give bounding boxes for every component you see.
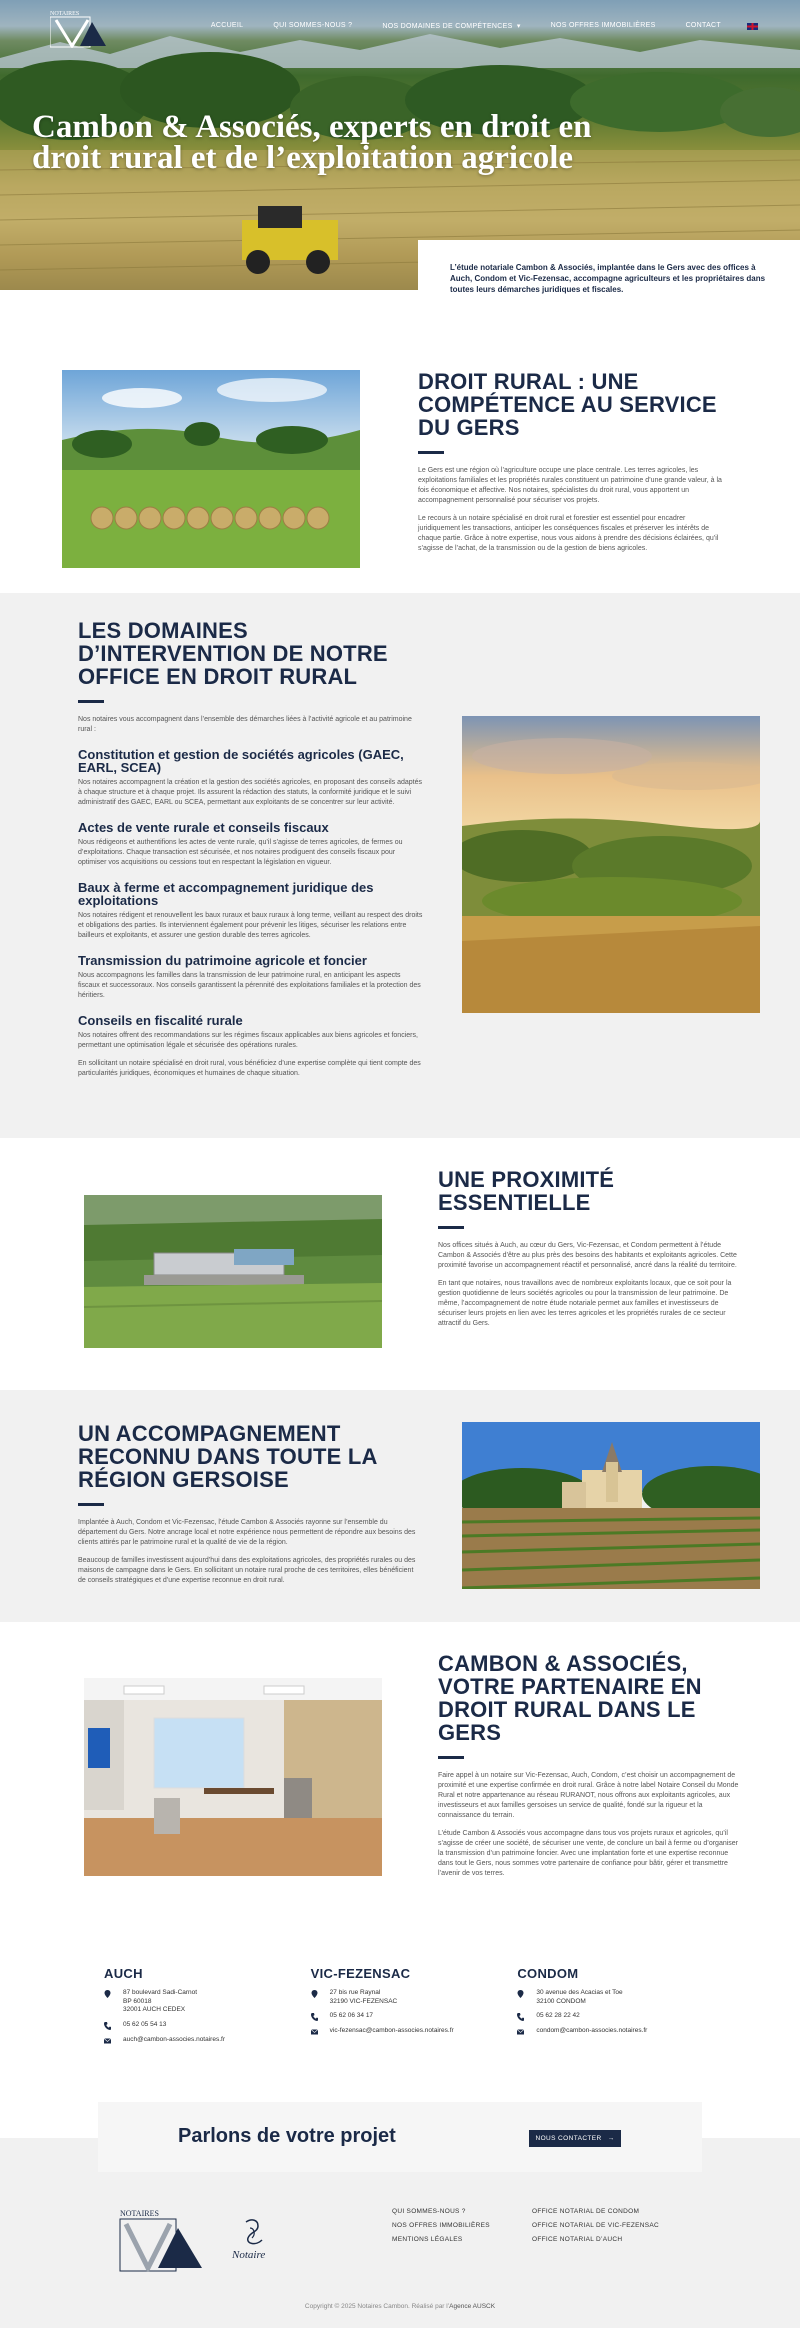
section-droit-rural-p1: Le Gers est une région où l’agriculture occupe une place centrale. Les terres agricoles, les exploitations familiales et les propriétés rurales constituent un patrimoine d’une grande valeur, à la fois économique et affective. Nos notaires, spécialistes du droit rural, vous apportent un accompagnement personnalisé pour sécuriser vos projets. — [418, 467, 722, 504]
domaine-title: Transmission du patrimoine agricole et foncier — [78, 953, 367, 968]
office-vic-fezensac — [311, 1966, 518, 2045]
section-droit-rural-title: DROIT RURAL : UNE COMPÉTENCE AU SERVICE DU GERS — [418, 369, 717, 440]
nav-domaines-label: NOS DOMAINES DE COMPÉTENCES — [382, 23, 513, 30]
footer-link[interactable]: NOS OFFRES IMMOBILIÈRES — [392, 2222, 490, 2229]
nav-links — [181, 22, 758, 30]
phone-number: 05 62 28 22 42 — [536, 2012, 580, 2019]
agency-link[interactable]: Agence AUSCK — [449, 2303, 496, 2310]
notaire-emblem-icon — [228, 2216, 278, 2262]
copyright — [0, 2303, 800, 2310]
office-address — [517, 1989, 724, 2006]
cta-title: Parlons de votre projet — [178, 2125, 396, 2147]
address-line-2: 32100 CONDOM — [536, 1997, 586, 2005]
nav-qui-sommes-nous[interactable] — [273, 22, 352, 30]
location-pin-icon — [311, 1990, 318, 1998]
domaines-outro: En sollicitant un notaire spécialisé en droit rural, vous bénéficiez d’une expertise complète qui tient compte des particularités juridiques, économiques et humaines de chaque situation. — [78, 1060, 421, 1077]
section-proximite-p2: En tant que notaires, nous travaillons avec de nombreux exploitants locaux, que ce soit pour la gestion quotidienne de leurs sociétés agricoles ou pour la transmission de leur patrimoine. De même, l’accompagnement de notre étude notariale permet aux familles et investisseurs de sécuriser leurs projets en lien avec les terres agricoles et les propriétés rurales de ce secteur attractif du Gers. — [438, 1280, 732, 1327]
title-rule — [418, 451, 444, 454]
countryside-sunset-image — [462, 716, 760, 1013]
mail-icon — [104, 2037, 111, 2045]
site-logo[interactable] — [50, 8, 108, 48]
domaines-intro: Nos notaires vous accompagnent dans l’ensemble des démarches liées à l’activité agricole et au patrimoine rural : — [78, 716, 412, 733]
site-logo-text: NOTAIRES — [50, 11, 80, 17]
section-partenaire-title: CAMBON & ASSOCIÉS, VOTRE PARTENAIRE EN DROIT RURAL DANS LE GERS — [438, 1651, 702, 1745]
domaine-title: Actes de vente rurale et conseils fiscaux — [78, 820, 329, 835]
top-nav — [0, 0, 800, 56]
section-partenaire — [438, 1652, 743, 1879]
section-accompagnement-p2: Beaucoup de familles investissent aujourd’hui dans des exploitations agricoles, des propriétés rurales ou des maisons de campagne dans le Gers. En sollicitant un notaire rural proche de ces territoires, elles bénéficient de conseils stratégiques et d’une expertise reconnue en droit rural. — [78, 1557, 416, 1584]
intro-box — [418, 240, 800, 318]
section-domaines — [0, 593, 800, 1138]
office-email[interactable] — [517, 2027, 724, 2036]
footer-logo[interactable] — [118, 2208, 208, 2272]
footer-link[interactable]: QUI SOMMES-NOUS ? — [392, 2208, 466, 2215]
office-address — [104, 1989, 311, 2015]
office-name: CONDOM — [517, 1966, 579, 1981]
title-rule — [78, 700, 104, 703]
section-accompagnement-text — [78, 1422, 423, 1586]
phone-icon — [517, 2013, 524, 2021]
location-pin-icon — [517, 1990, 524, 1998]
vineyard-chateau-image — [462, 1422, 760, 1589]
cta-banner — [98, 2102, 702, 2172]
language-flag-icon[interactable] — [747, 23, 758, 30]
copyright-text: Copyright © 2025 Notaires Cambon. Réalisé par l’ — [304, 2303, 450, 2310]
address-line-1: 27 bis rue Raynal — [329, 1989, 381, 1996]
domaine-text: Nos notaires accompagnent la création et la gestion des sociétés agricoles, en proposant des conseils adaptés à chaque structure et à chaque projet. Ils assurent la rédaction des statuts, la conformité juridique et le suivi administratif des GAEC, EARL ou SCEA, permettant aux exploitants de se concentrer sur leur activité. — [78, 779, 422, 806]
office-email[interactable] — [311, 2027, 518, 2036]
mail-icon — [517, 2028, 524, 2036]
phone-icon — [104, 2022, 111, 2030]
contact-button[interactable] — [529, 2130, 621, 2147]
email-address: auch@cambon-associes.notaires.fr — [123, 2035, 225, 2043]
phone-number: 05 62 06 34 17 — [329, 2012, 374, 2019]
footer-link[interactable]: MENTIONS LÉGALES — [392, 2236, 463, 2243]
domaine-title: Baux à ferme et accompagnement juridique des exploitations — [78, 880, 374, 908]
contact-button-label: NOUS CONTACTER — [535, 2135, 602, 2142]
footer-link[interactable]: OFFICE NOTARIAL D’AUCH — [532, 2236, 623, 2243]
email-address: condom@cambon-associes.notaires.fr — [536, 2027, 648, 2034]
address-line-3: 32001 AUCH CEDEX — [123, 2006, 186, 2013]
title-rule — [438, 1226, 464, 1229]
footer-logo-text: NOTAIRES — [120, 2209, 159, 2218]
section-droit-rural-p2: Le recours à un notaire spécialisé en droit rural et forestier est essentiel pour encadrer juridiquement les transactions, anticiper les conséquences fiscales et préserver les intérêts de chaque partie. Grâce à notre expertise, nous vous aidons à prendre des décisions éclairées, qu’il s’agisse de l’achat, de la transmission ou de la gestion de biens agricoles. — [418, 515, 719, 552]
hero-title: Cambon & Associés, experts en droit en droit rural et de l’exploitation agricole — [32, 109, 592, 176]
nav-domaines[interactable] — [382, 22, 520, 30]
footer-link[interactable]: OFFICE NOTARIAL DE VIC-FEZENSAC — [532, 2222, 660, 2229]
office-auch — [104, 1966, 311, 2045]
section-accompagnement-title: UN ACCOMPAGNEMENT RECONNU DANS TOUTE LA RÉGION GERSOISE — [78, 1421, 377, 1492]
chevron-down-icon: ▾ — [516, 23, 521, 30]
office-phone[interactable] — [311, 2012, 518, 2021]
section-domaines-text — [78, 619, 423, 1079]
nav-qui-sommes-nous-label: QUI SOMMES-NOUS ? — [273, 22, 353, 29]
address-line-2: 32190 VIC-FEZENSAC — [329, 1997, 398, 2005]
section-accompagnement — [0, 1390, 800, 1622]
domaine-title: Constitution et gestion de sociétés agricoles (GAEC, EARL, SCEA) — [78, 747, 404, 775]
title-rule — [78, 1503, 104, 1506]
address-line-2: BP 60018 — [123, 1997, 152, 2005]
domaine-text: Nous rédigeons et authentifions les actes de vente rurale, qu’il s’agisse de terres agricoles, de fermes ou d’exploitations. Chaque transaction est sécurisée, et nos notaires prodiguent des conseils fiscaux pour optimiser vos acquisitions ou cessions tout en respectant la législation en vigueur. — [78, 839, 403, 866]
office-name: AUCH — [104, 1966, 143, 1981]
address-lines — [330, 1989, 398, 2006]
address-lines — [536, 1989, 622, 2006]
office-name: VIC-FEZENSAC — [310, 1966, 411, 1981]
domaine-text: Nos notaires offrent des recommandations sur les régimes fiscaux applicables aux biens agricoles et fonciers, permettant une optimisation légale et sécurisée des opérations rurales. — [78, 1032, 418, 1049]
footer-links-1 — [392, 2205, 490, 2247]
notaire-label: Notaire — [232, 2249, 266, 2261]
office-address — [311, 1989, 518, 2006]
section-droit-rural — [418, 370, 728, 554]
hay-bales-image — [62, 370, 360, 568]
aerial-site-image — [84, 1195, 382, 1348]
mail-icon — [311, 2028, 318, 2036]
domaines-list — [78, 748, 423, 1051]
office-phone[interactable] — [517, 2012, 724, 2021]
phone-icon — [311, 2013, 318, 2021]
intro-text: L’étude notariale Cambon & Associés, implantée dans le Gers avec des offices à Auch, Condom et Vic-Fezensac, accompagne agriculteurs et les propriétaires dans toutes leurs démarches juridiques et fiscales. — [450, 263, 766, 294]
domaine-title: Conseils en fiscalité rurale — [78, 1013, 243, 1028]
office-condom — [517, 1966, 724, 2045]
office-email[interactable] — [104, 2036, 311, 2045]
location-pin-icon — [104, 1990, 111, 1998]
address-lines — [123, 1989, 197, 2015]
section-proximite-p1: Nos offices situés à Auch, au cœur du Gers, Vic-Fezensac, et Condom permettent à l’étude Cambon & Associés d’être au plus près des besoins des habitants et exploitants agricoles. Cette proximité favorise un accompagnement réactif et personnalisé, ancré dans la réalité du territoire. — [438, 1242, 737, 1269]
section-domaines-title: LES DOMAINES D’INTERVENTION DE NOTRE OFFICE EN DROIT RURAL — [78, 618, 388, 689]
domaine-text: Nos notaires rédigent et renouvellent les baux ruraux et baux ruraux à long terme, veillant au respect des droits et obligations des parties. Ils interviennent également pour prévenir les litiges, sécuriser les relations entre bailleurs et exploitants, et assurer une gestion durable des terres agricoles. — [78, 912, 423, 939]
address-line-1: 30 avenue des Acacias et Toe — [536, 1989, 623, 1996]
address-line-1: 87 boulevard Sadi-Carnot — [123, 1989, 198, 1996]
nav-accueil[interactable]: ACCUEIL — [210, 22, 244, 29]
section-proximite — [438, 1168, 743, 1329]
domaine-text: Nous accompagnons les familles dans la transmission de leur patrimoine rural, en anticipant les aspects fiscaux et successoraux. Nos conseils garantissent la pérennité des exploitations familiales et la protection des héritiers. — [78, 972, 421, 999]
nav-contact[interactable]: CONTACT — [685, 22, 721, 29]
footer-link[interactable]: OFFICE NOTARIAL DE CONDOM — [532, 2208, 640, 2215]
email-address: vic-fezensac@cambon-associes.notaires.fr — [329, 2027, 454, 2034]
section-partenaire-p2: L’étude Cambon & Associés vous accompagne dans tous vos projets ruraux et agricoles, qu’il s’agisse de créer une société, de sécuriser une vente, de conclure un bail à ferme ou d’organiser la transmission d’un patrimoine foncier. Avec une implantation forte et une expertise reconnue dans tout le Gers, nous sommes votre partenaire de confiance pour bâtir, gérer et transmettre l’avenir de vos terres. — [438, 1830, 739, 1877]
section-proximite-title: UNE PROXIMITÉ ESSENTIELLE — [438, 1167, 615, 1215]
office-interior-image — [84, 1678, 382, 1876]
offices — [104, 1966, 724, 2045]
section-partenaire-p1: Faire appel à un notaire sur Vic-Fezensac, Auch, Condom, c’est choisir un accompagnement de proximité et une expertise confirmée en droit rural. Grâce à notre label Notaire Conseil du Monde Rural et notre appartenance au réseau RURANOT, nous offrons aux exploitants agricoles, aux investisseurs et aux familles gersoises un service de qualité, fondé sur la rigueur et la connaissance du terrain. — [438, 1772, 739, 1819]
arrow-right-icon: → — [607, 2135, 615, 2142]
title-rule — [438, 1756, 464, 1759]
nav-offres[interactable]: NOS OFFRES IMMOBILIÈRES — [550, 22, 656, 29]
phone-number: 05 62 05 54 13 — [123, 2020, 167, 2028]
footer-links-2 — [532, 2205, 659, 2247]
section-accompagnement-p1: Implantée à Auch, Condom et Vic-Fezensac, l’étude Cambon & Associés rayonne sur l’ensemble du département du Gers. Notre ancrage local et notre expérience nous permettent de répondre aux besoins des clients attirés par le patrimoine rural et la qualité de vie de la région. — [78, 1519, 416, 1546]
office-phone[interactable] — [104, 2021, 311, 2030]
